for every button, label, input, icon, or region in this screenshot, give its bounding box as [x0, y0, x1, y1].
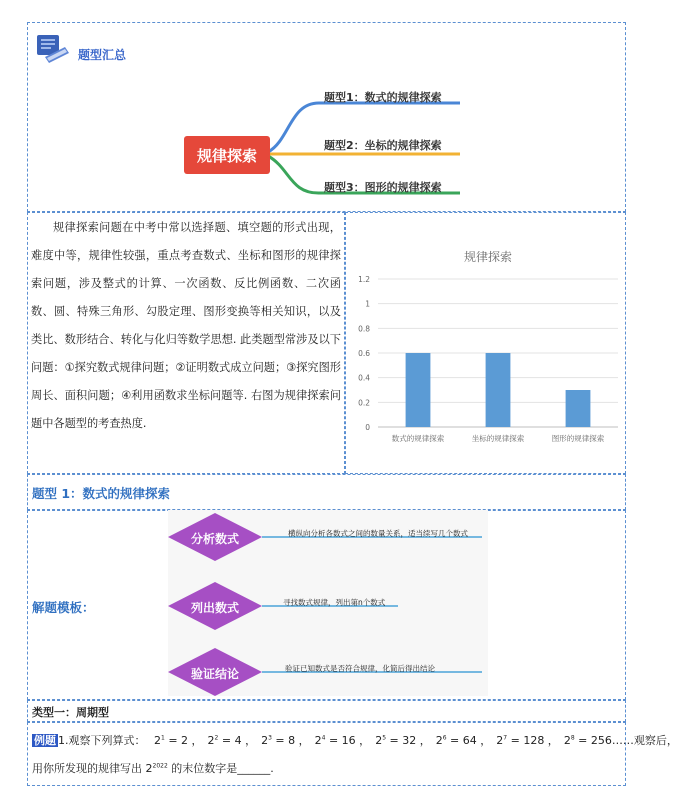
type1-title: 类型一：周期型: [32, 706, 109, 719]
mindmap-branch-1: 题型1：数式的规律探索: [324, 91, 442, 104]
equation: $2^5 = 32$ ，: [375, 734, 431, 747]
example-tail: ……观察后，: [611, 734, 678, 747]
equation-list: [149, 734, 612, 747]
mindmap-connectors: [0, 0, 645, 220]
bar: [486, 353, 511, 427]
intro-paragraph: 规律探索问题在中考中常以选择题、填空题的形式出现，难度中等，规律性较强，重点考查数式、坐标和图形的规律探索问题，涉及整式的计算、一次函数、反比例函数、二次函数、圆、特殊三角形、勾股定理、图形变换等相关知识，以及类比、数形结合、转化与化归等数学思想. 此类题型常涉及以下问题：①探究数式规律问题；②证明数式成立问题；③探究图形周长、面积问题；④利用函数求坐标问题等. 右图为规律探索问题中各题型的考查热度.: [31, 221, 341, 430]
step-3-label: 验证结论: [190, 666, 239, 681]
mindmap-branch-2: 题型2：坐标的规律探索: [324, 139, 442, 152]
equation: $2^8 = 256$: [563, 734, 612, 747]
step-3-desc: 验证已知数式是否符合规律，化简后得出结论: [285, 664, 435, 673]
example-line-2: [32, 760, 274, 776]
step-2-label: 列出数式: [190, 600, 239, 615]
mindmap-branch-3: 题型3：图形的规律探索: [324, 181, 442, 194]
bar-chart: [346, 213, 624, 471]
y-tick-label: 0.4: [358, 373, 370, 383]
template-label: 解题模板：: [32, 600, 95, 615]
equation: $2^1 = 2$ ，: [154, 734, 203, 747]
chart-title: 规律探索: [463, 250, 513, 264]
equation: $2^4 = 16$ ，: [314, 734, 371, 747]
page-title: 题型汇总: [78, 48, 127, 62]
step-2-desc: 寻找数式规律，列出第n个数式: [283, 598, 386, 607]
y-tick-label: 0.8: [358, 324, 370, 334]
example-tag: 例题: [34, 734, 56, 747]
mindmap-root: 规律探索: [184, 136, 270, 174]
x-tick-label: 数式的规律探索: [391, 434, 445, 443]
equation: $2^2 = 4$ ，: [207, 734, 257, 747]
equation: $2^7 = 128$ ，: [496, 734, 559, 747]
example-intro: 1.观察下列算式：: [58, 734, 146, 747]
step-1-label: 分析数式: [190, 531, 239, 546]
x-tick-label: 坐标的规律探索: [471, 434, 525, 443]
question-text: 用你所发现的规律写出 2: [32, 762, 153, 775]
equation: $2^6 = 64$ ，: [435, 734, 492, 747]
section1-title: 题型 1：数式的规律探索: [32, 486, 171, 501]
example-line-1: [32, 732, 678, 748]
y-tick-label: 1: [365, 299, 370, 309]
question-exponent: 2022: [152, 762, 168, 770]
step-1-desc: 横纵向分析各数式之间的数量关系，适当续写几个数式: [288, 529, 468, 538]
y-tick-label: 0.6: [358, 349, 370, 358]
x-tick-label: 图形的规律探索: [551, 434, 605, 443]
bar: [566, 390, 591, 427]
y-tick-label: 0.2: [358, 398, 370, 408]
question-end: .: [270, 762, 274, 775]
question-text-2: 的末位数字是: [167, 762, 238, 775]
bar: [406, 353, 431, 427]
y-tick-label: 1.2: [358, 275, 370, 284]
y-tick-label: 0: [365, 423, 370, 432]
equation: $2^3 = 8$ ，: [261, 734, 310, 747]
type1-box: [27, 700, 626, 722]
answer-blank: ______: [237, 762, 271, 775]
